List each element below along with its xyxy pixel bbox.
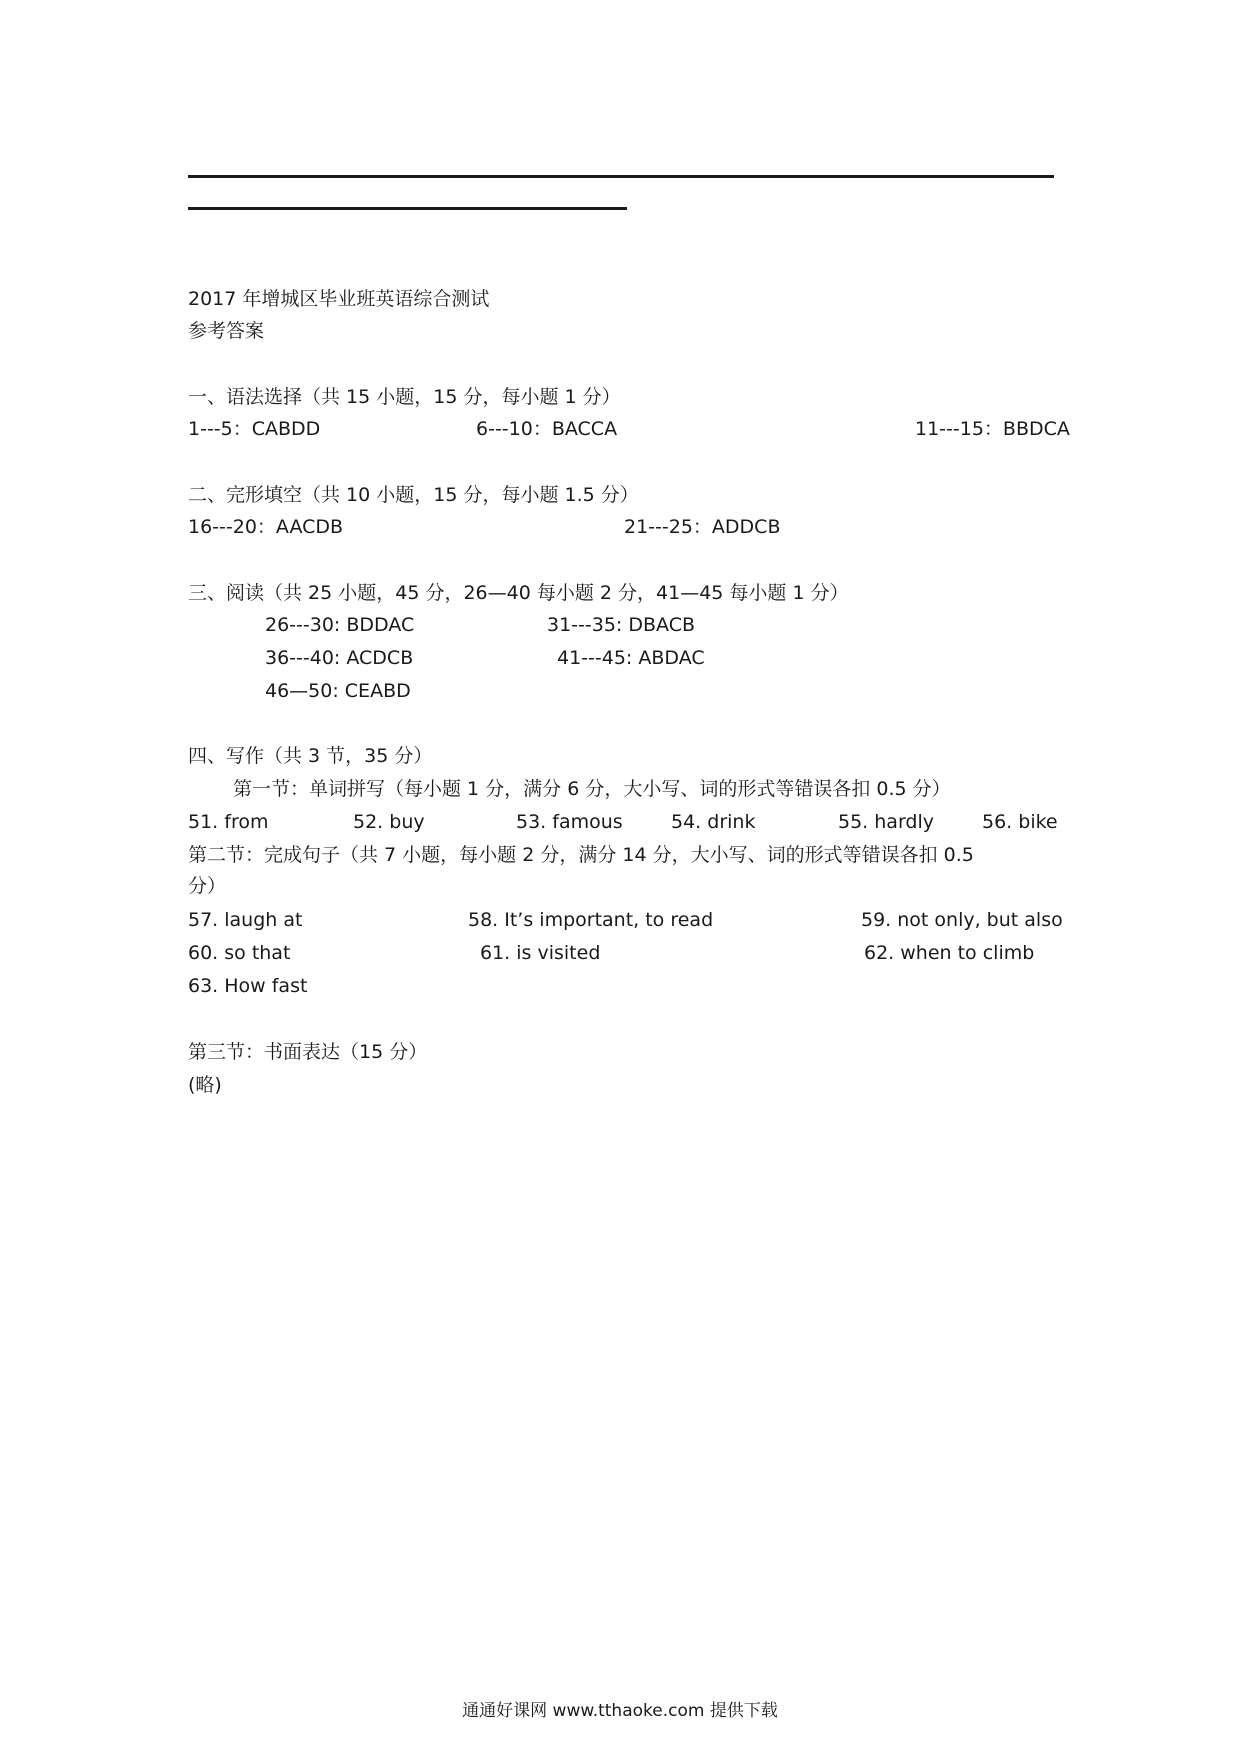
answer-group: 41---45: ABDAC xyxy=(557,647,705,669)
answer-group: 1---5：CABDD xyxy=(188,418,321,440)
answer-item: 61. is visited xyxy=(480,942,601,964)
answer-item: 63. How fast xyxy=(188,975,308,997)
answer-group: 36---40: ACDCB xyxy=(265,647,414,669)
part2-heading-continued: 分） xyxy=(188,875,227,897)
part3-heading: 第三节：书面表达（15 分） xyxy=(188,1041,428,1063)
section3-heading: 三、阅读（共 25 小题，45 分，26—40 每小题 2 分，41—45 每小题 1 分） xyxy=(188,582,849,604)
answer-item: 58. It’s important, to read xyxy=(468,909,714,931)
answer-item: 51. from xyxy=(188,811,269,833)
answer-group: 21---25：ADDCB xyxy=(624,516,781,538)
answer-item: 55. hardly xyxy=(838,811,935,833)
section1-heading: 一、语法选择（共 15 小题，15 分，每小题 1 分） xyxy=(188,386,621,408)
answer-group: 16---20：AACDB xyxy=(188,516,344,538)
answer-item: 57. laugh at xyxy=(188,909,303,931)
answer-group: 26---30: BDDAC xyxy=(265,614,415,636)
part3-note: (略) xyxy=(188,1074,222,1096)
answer-item: 52. buy xyxy=(353,811,425,833)
answer-item: 59. not only, but also xyxy=(861,909,1063,931)
section2-heading: 二、完形填空（共 10 小题，15 分，每小题 1.5 分） xyxy=(188,484,639,506)
answer-group: 6---10：BACCA xyxy=(476,418,618,440)
part1-heading: 第一节：单词拼写（每小题 1 分，满分 6 分，大小写、词的形式等错误各扣 0.5 分） xyxy=(233,778,951,800)
answer-item: 54. drink xyxy=(671,811,756,833)
answer-item: 60. so that xyxy=(188,942,291,964)
answer-item: 62. when to climb xyxy=(864,942,1035,964)
part2-heading: 第二节：完成句子（共 7 小题，每小题 2 分，满分 14 分，大小写、词的形式等错误各扣 0.5 xyxy=(188,844,974,866)
document-title: 2017 年增城区毕业班英语综合测试 xyxy=(188,288,490,310)
top-rule-short xyxy=(188,207,627,210)
answer-item: 56. bike xyxy=(982,811,1058,833)
answer-group: 31---35: DBACB xyxy=(547,614,695,636)
answer-item: 53. famous xyxy=(516,811,623,833)
footer-credit: 通通好课网 www.tthaoke.com 提供下载 xyxy=(462,1701,778,1721)
answer-group: 46—50: CEABD xyxy=(265,680,411,702)
document-subtitle: 参考答案 xyxy=(188,320,265,342)
top-rule-long xyxy=(188,175,1054,178)
answer-group: 11---15：BBDCA xyxy=(915,418,1070,440)
section4-heading: 四、写作（共 3 节，35 分） xyxy=(188,745,433,767)
